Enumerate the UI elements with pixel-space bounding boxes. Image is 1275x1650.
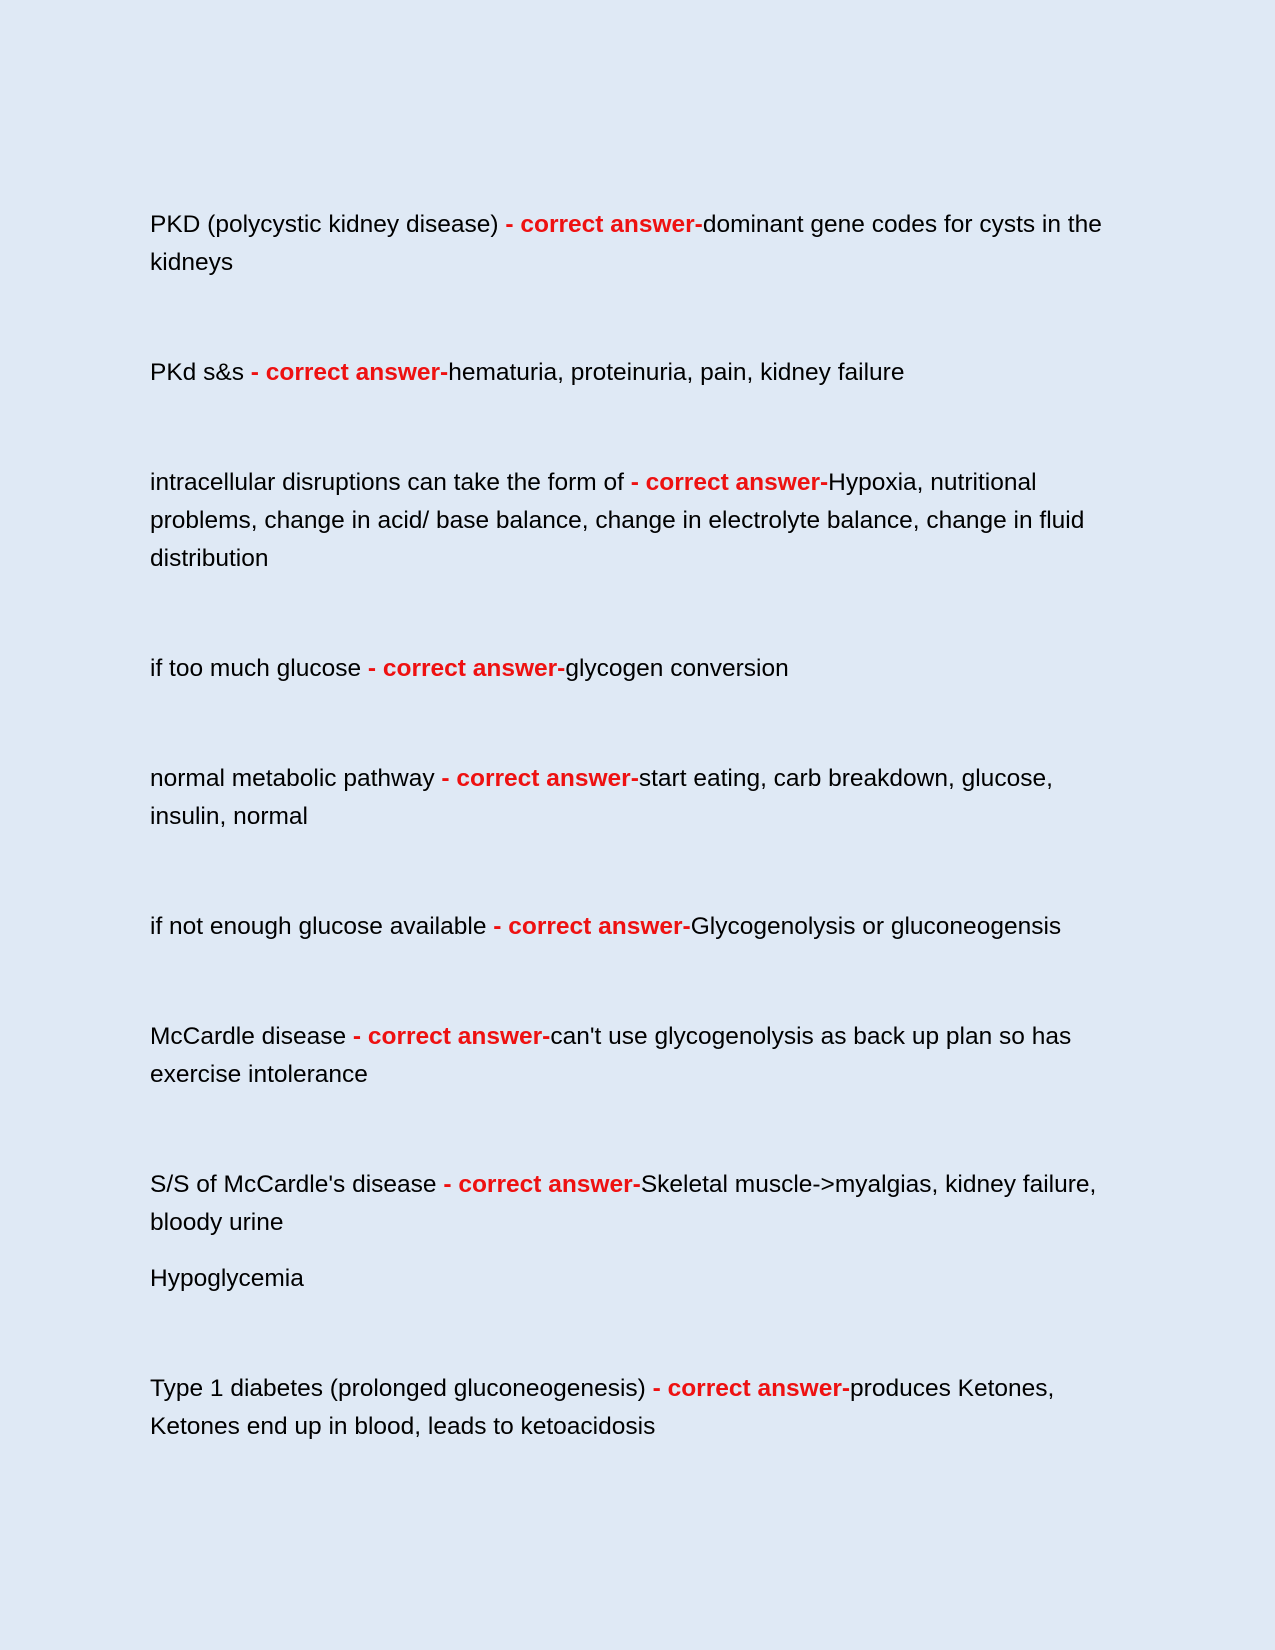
entry-term: if not enough glucose available	[150, 913, 487, 940]
entry-term: PKD (polycystic kidney disease)	[150, 211, 499, 238]
flashcard-entry	[150, 760, 1135, 836]
entry-separator: - correct answer-	[352, 1023, 551, 1050]
flashcard-entry	[150, 354, 1135, 392]
entry-answer: Skeletal muscle->myalgias, kidney failure, bloody urine	[150, 1171, 1097, 1236]
entry-term: PKd s&s	[150, 359, 244, 386]
entry-answer: Hypoxia, nutritional problems, change in acid/ base balance, change in electrolyte balance, change in fluid distribution	[150, 469, 1085, 572]
entry-separator: - correct answer-	[443, 1171, 641, 1198]
entry-separator: - correct answer-	[367, 655, 566, 682]
entry-term: Type 1 diabetes (prolonged gluconeogenesis)	[150, 1375, 646, 1402]
entry-term: S/S of McCardle's disease	[150, 1171, 437, 1198]
flashcard-entry	[150, 206, 1135, 282]
entry-answer: start eating, carb breakdown, glucose, insulin, normal	[150, 765, 1053, 830]
entry-term: intracellular disruptions can take the form of	[150, 469, 624, 496]
entry-separator: - correct answer-	[652, 1375, 851, 1402]
flashcard-entry	[150, 908, 1135, 946]
flashcard-entry	[150, 464, 1135, 578]
entry-answer: hematuria, proteinuria, pain, kidney failure	[448, 359, 905, 386]
entry-separator: - correct answer-	[441, 765, 639, 792]
entry-separator: - correct answer-	[630, 469, 829, 496]
entry-term: McCardle disease	[150, 1023, 347, 1050]
flashcard-entry	[150, 1370, 1135, 1446]
flashcard-entry	[150, 650, 1135, 688]
entry-answer: Glycogenolysis or gluconeogensis	[690, 913, 1062, 940]
entry-separator: - correct answer-	[493, 913, 691, 940]
flashcard-entry	[150, 1166, 1135, 1242]
entry-answer: glycogen conversion	[565, 655, 789, 682]
entry-term: normal metabolic pathway	[150, 765, 435, 792]
entry-answer-continuation: Hypoglycemia	[150, 1265, 304, 1292]
entry-answer: dominant gene codes for cysts in the kidneys	[150, 211, 1102, 276]
entry-answer: can't use glycogenolysis as back up plan so has exercise intolerance	[150, 1023, 1072, 1088]
flashcard-entry	[150, 1018, 1135, 1094]
entry-term: if too much glucose	[150, 655, 362, 682]
entry-answer: produces Ketones, Ketones end up in blood, leads to ketoacidosis	[150, 1375, 1055, 1440]
entry-separator: - correct answer-	[250, 359, 449, 386]
entry-separator: - correct answer-	[505, 211, 703, 238]
